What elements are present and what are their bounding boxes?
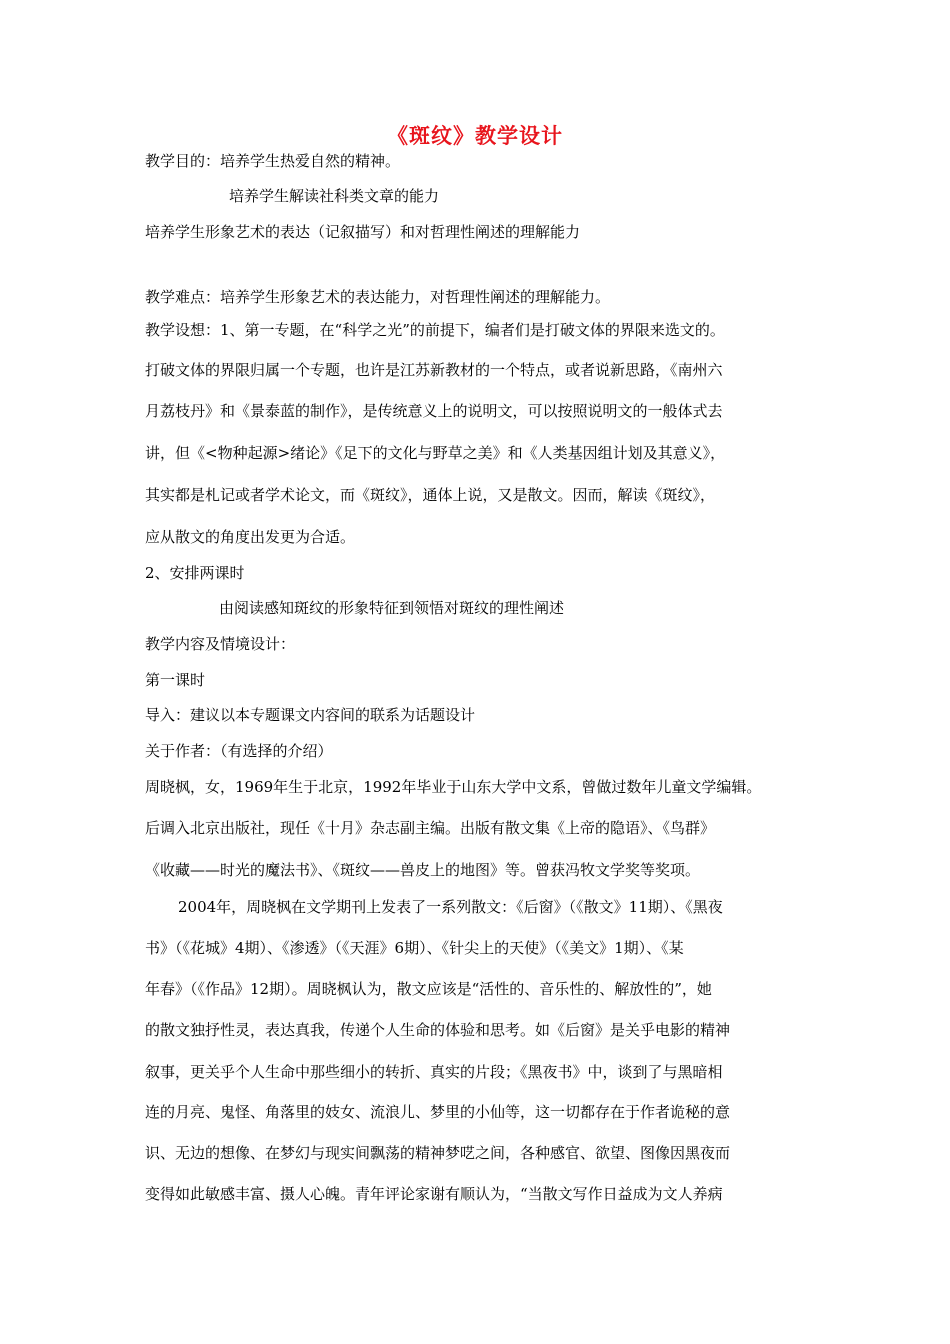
text-line: 培养学生形象艺术的表达（记叙描写）和对哲理性阐述的理解能力 (145, 223, 581, 241)
text-line: 年春》（《作品》12期）。周晓枫认为，散文应该是“活性的、音乐性的、解放性的”，她 (145, 980, 712, 998)
text-line: 教学设想：1、第一专题，在“科学之光”的前提下，编者们是打破文体的界限来选文的。 (145, 321, 725, 339)
text-line: 2004年，周晓枫在文学期刊上发表了一系列散文：《后窗》（《散文》11期）、《黑夜 (178, 898, 723, 916)
text-line: 其实都是札记或者学术论文，而《斑纹》，通体上说，又是散文。因而，解读《斑纹》， (145, 486, 716, 504)
text-line: 后调入北京出版社，现任《十月》杂志副主编。出版有散文集《上帝的隐语》、《鸟群》 (145, 819, 716, 837)
text-line: 第一课时 (145, 671, 206, 689)
text-line: 关于作者：（有选择的介绍） (145, 742, 333, 760)
text-line: 应从散文的角度出发更为合适。 (145, 528, 356, 546)
text-line: 书》（《花城》4期）、《渗透》（《天涯》6期）、《针尖上的天使》（《美文》1期）、《某 (145, 939, 684, 957)
text-line: 教学难点：培养学生形象艺术的表达能力，对哲理性阐述的理解能力。 (145, 288, 611, 306)
text-line: 教学目的：培养学生热爱自然的精神。 (145, 152, 401, 170)
text-line: 变得如此敏感丰富、摄人心魄。青年评论家谢有顺认为，“当散文写作日益成为文人养病 (145, 1185, 723, 1203)
text-line: 教学内容及情境设计： (145, 635, 296, 653)
text-line: 叙事，更关乎个人生命中那些细小的转折、真实的片段；《黑夜书》中，谈到了与黑暗相 (145, 1063, 723, 1081)
text-line: 周晓枫，女，1969年生于北京，1992年毕业于山东大学中文系，曾做过数年儿童文学编辑。 (145, 778, 762, 796)
text-line: 2、安排两课时 (145, 564, 245, 582)
text-line: 培养学生解读社科类文章的能力 (229, 187, 440, 205)
text-line: 连的月亮、鬼怪、角落里的妓女、流浪儿、梦里的小仙等，这一切都存在于作者诡秘的意 (145, 1103, 731, 1121)
document-title: 《斑纹》教学设计 (387, 123, 563, 148)
text-line: 的散文独抒性灵，表达真我，传递个人生命的体验和思考。如《后窗》是关乎电影的精神 (145, 1021, 731, 1039)
text-line: 《收藏——时光的魔法书》、《斑纹——兽皮上的地图》等。曾获冯牧文学奖等奖项。 (145, 861, 701, 879)
text-line: 月荔枝丹》和《景泰蓝的制作》，是传统意义上的说明文，可以按照说明文的一般体式去 (145, 402, 723, 420)
text-line: 打破文体的界限归属一个专题，也许是江苏新教材的一个特点，或者说新思路，《南州六 (145, 361, 723, 379)
text-line: 导入：建议以本专题课文内容间的联系为话题设计 (145, 706, 476, 724)
text-line: 由阅读感知斑纹的形象特征到领悟对斑纹的理性阐述 (219, 599, 565, 617)
text-line: 识、无边的想像、在梦幻与现实间飘荡的精神梦呓之间，各种感官、欲望、图像因黑夜而 (145, 1144, 731, 1162)
text-line: 讲，但《<物种起源>绪论》《足下的文化与野草之美》和《人类基因组计划及其意义》， (145, 444, 726, 462)
